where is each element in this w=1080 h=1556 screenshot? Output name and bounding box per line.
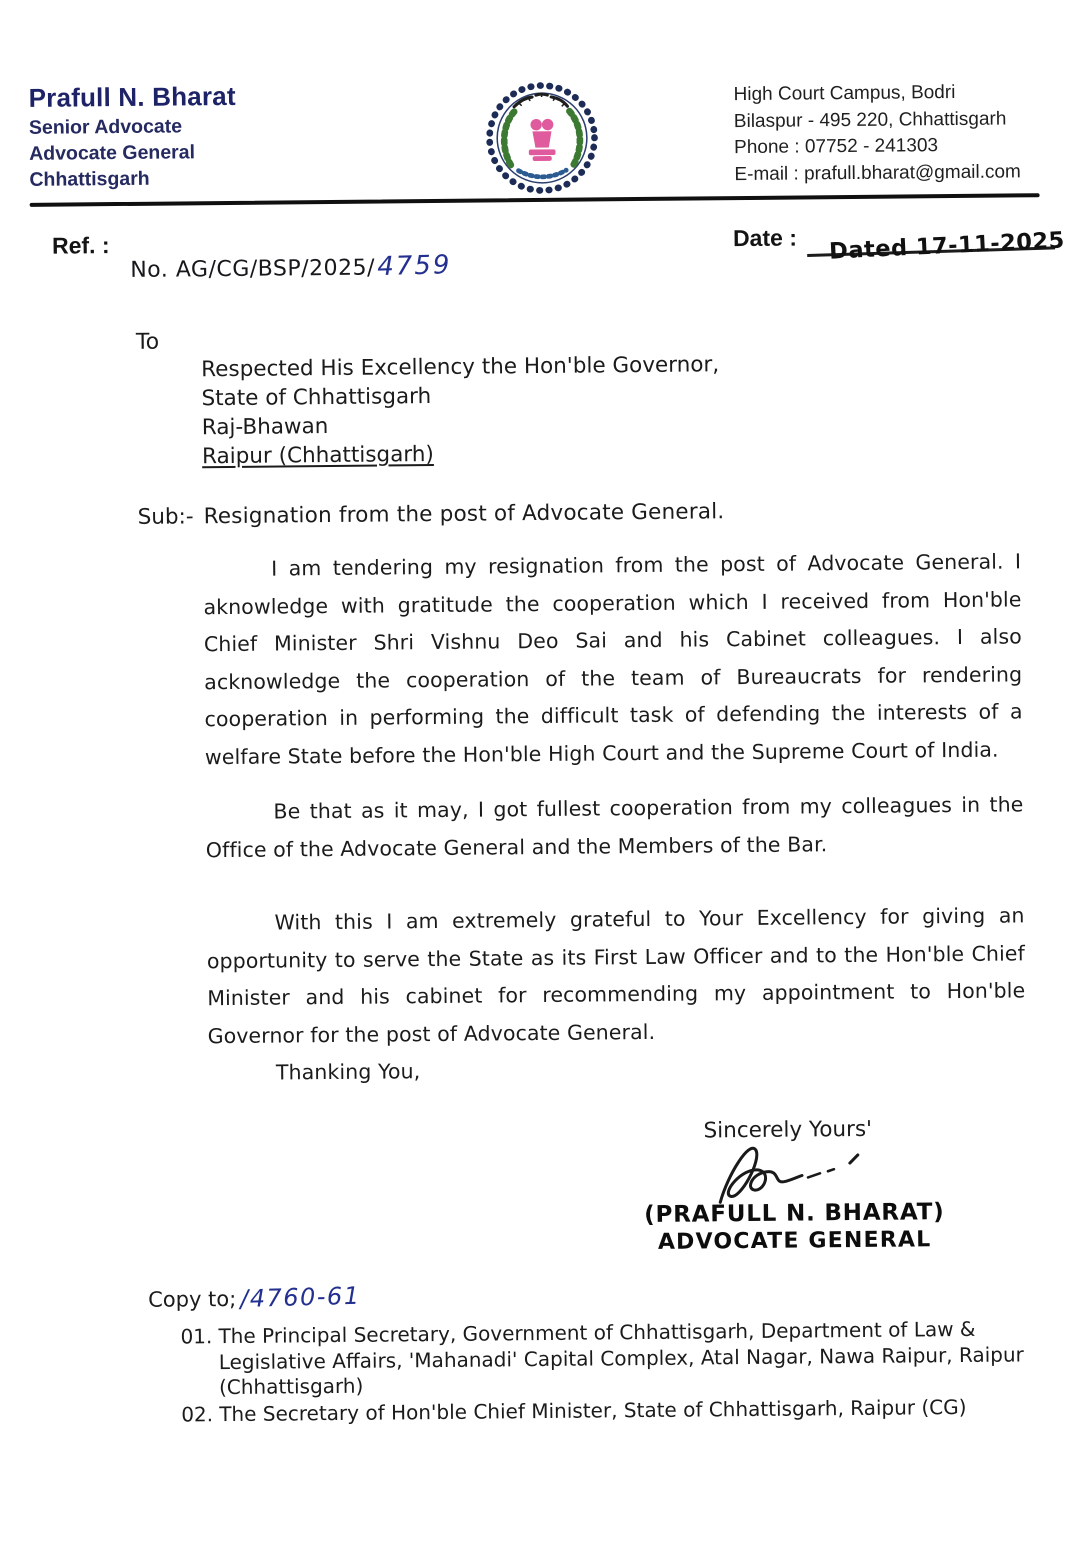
ref-number [130, 251, 451, 284]
sender-address-line-2: Bilaspur - 495 220, Chhattisgarh [733, 107, 1007, 132]
date-label: Date : [732, 224, 798, 252]
recipient-line-2: State of Chhattisgarh [201, 384, 432, 412]
copy-dispatch-number-handwritten: /4760-61 [239, 1281, 361, 1313]
date-value: Dated 17-11-2025 [828, 227, 1066, 265]
recipient-line-1: Respected His Excellency the Hon'ble Governor, [201, 352, 720, 383]
copy-item-text: The Principal Secretary, Government of Chhattisgarh, Department of Law & Legislative Affairs, 'Mahanadi' Capital Complex, Atal Nagar, Nawa Raipur, Raipur (Chhattisgarh) [218, 1316, 1024, 1400]
sender-title-2: Advocate General [29, 141, 196, 165]
subject-text: Resignation from the post of Advocate General. [203, 499, 725, 530]
valediction: Sincerely Yours' [703, 1116, 873, 1144]
letterhead-contact-block [734, 79, 1021, 188]
ref-number-printed: No. AG/CG/BSP/2025/ [130, 255, 376, 283]
copy-to-row [148, 1283, 361, 1313]
subject-label: Sub:- [137, 504, 194, 530]
chhattisgarh-state-emblem-icon [479, 73, 604, 204]
body-paragraph-3: With this I am extremely grateful to Your Excellency for giving an opportunity to serve the State as its First Law Officer and to the Hon'ble Chief Minister and his cabinet for recommending my appointment to Hon'ble Governor for the post of Advocate General. [206, 903, 1026, 1048]
copy-to-label: Copy to; [148, 1286, 237, 1312]
body-paragraph-2: Be that as it may, I got fullest cooperation from my colleagues in the Office of the Advocate General and the Members of the Bar. [205, 792, 1024, 862]
copy-item-number: 01. [180, 1324, 213, 1349]
handwritten-signature [692, 1132, 918, 1209]
signatory-designation: ADVOCATE GENERAL [657, 1227, 932, 1255]
sender-title-1: Senior Advocate [28, 115, 183, 139]
copy-list-item [180, 1316, 1049, 1401]
sender-phone: Phone : 07752 - 241303 [734, 135, 939, 159]
body-paragraph-1: I am tendering my resignation from the post of Advocate General. I aknowledge with gratitude the cooperation which I received from Hon'ble Chief Minister Shri Vishnu Deo Sai and his Cabinet colleagues. I also acknowledge the cooperation of the team of Bureaucrats for rendering cooperation in performing the difficult task of defending the interests of a welfare State before the Hon'ble High Court and the Supreme Court of India. [203, 549, 1023, 769]
recipient-address-block [201, 350, 720, 471]
recipient-line-3: Raj-Bhawan [201, 414, 329, 441]
recipient-line-4: Raipur (Chhattisgarh) [201, 442, 434, 470]
sender-name: Prafull N. Bharat [28, 80, 236, 113]
recipient-salutation: To [135, 329, 160, 355]
copy-item-text: The Secretary of Hon'ble Chief Minister, State of Chhattisgarh, Raipur (CG) [219, 1394, 967, 1426]
copy-item-number: 02. [181, 1401, 214, 1426]
sender-title-3: Chhattisgarh [29, 167, 150, 191]
letterhead-sender-block [28, 80, 236, 193]
subject-row [138, 499, 725, 530]
ref-label: Ref. : [51, 232, 110, 259]
letter-body [203, 543, 1026, 1092]
closing-line: Thanking You, [275, 1059, 421, 1085]
copy-recipient-list [180, 1316, 1049, 1428]
sender-address-line-1: High Court Campus, Bodri [733, 81, 956, 106]
ref-number-handwritten: 4759 [376, 250, 452, 283]
signatory-name: (PRAFULL N. BHARAT) [644, 1199, 945, 1229]
sender-email: E-mail : prafull.bharat@gmail.com [734, 160, 1021, 185]
